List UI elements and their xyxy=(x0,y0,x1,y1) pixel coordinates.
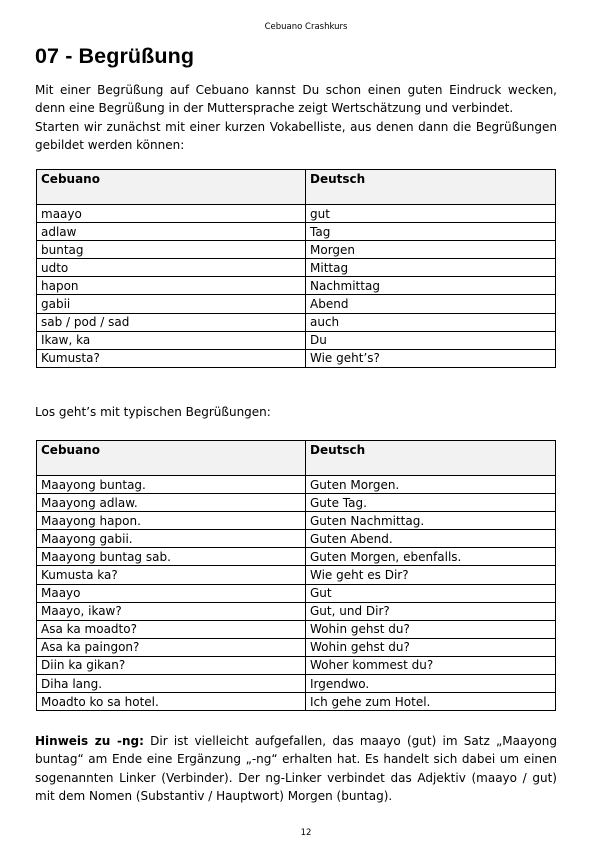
deutsch-cell: Abend xyxy=(306,295,556,313)
table-row xyxy=(37,548,556,566)
cebuano-cell: Maayong adlaw. xyxy=(37,494,306,512)
cebuano-cell: Diha lang. xyxy=(37,675,306,693)
deutsch-cell: Tag xyxy=(306,223,556,241)
cebuano-cell: buntag xyxy=(37,241,306,259)
table-row xyxy=(37,223,556,241)
table-row xyxy=(37,584,556,602)
deutsch-cell: Mittag xyxy=(306,259,556,277)
greetings-intro: Los geht’s mit typischen Begrüßungen: xyxy=(35,405,271,419)
cebuano-cell: hapon xyxy=(37,277,306,295)
cebuano-cell: Maayo, ikaw? xyxy=(37,602,306,620)
table-row xyxy=(37,476,556,494)
cebuano-cell: maayo xyxy=(37,205,306,223)
deutsch-cell: Gut, und Dir? xyxy=(306,602,556,620)
table-row xyxy=(37,313,556,331)
deutsch-cell: Woher kommest du? xyxy=(306,656,556,674)
deutsch-cell: Ich gehe zum Hotel. xyxy=(306,693,556,711)
intro-paragraph-2: Starten wir zunächst mit einer kurzen Vokabelliste, aus denen dann die Begrüßungen gebildet werden können: xyxy=(35,119,557,152)
deutsch-cell: Guten Morgen. xyxy=(306,476,556,494)
table-row xyxy=(37,494,556,512)
note-label: Hinweis zu -ng: xyxy=(35,734,144,748)
table-header-row xyxy=(37,170,556,205)
cebuano-cell: Moadto ko sa hotel. xyxy=(37,693,306,711)
deutsch-cell: Morgen xyxy=(306,241,556,259)
deutsch-cell: Gute Tag. xyxy=(306,494,556,512)
ng-linker-note xyxy=(35,732,557,805)
table-row xyxy=(37,566,556,584)
cebuano-cell: Maayong gabii. xyxy=(37,530,306,548)
cebuano-cell: adlaw xyxy=(37,223,306,241)
deutsch-cell: Gut xyxy=(306,584,556,602)
cebuano-cell: Diin ka gikan? xyxy=(37,656,306,674)
deutsch-cell: Wohin gehst du? xyxy=(306,638,556,656)
deutsch-cell: Nachmittag xyxy=(306,277,556,295)
deutsch-cell: Wohin gehst du? xyxy=(306,620,556,638)
deutsch-cell: Wie geht’s? xyxy=(306,349,556,367)
table-row xyxy=(37,205,556,223)
column-header-cebuano: Cebuano xyxy=(37,170,306,205)
cebuano-cell: gabii xyxy=(37,295,306,313)
cebuano-cell: Maayong hapon. xyxy=(37,512,306,530)
cebuano-cell: Kumusta ka? xyxy=(37,566,306,584)
table-row xyxy=(37,349,556,367)
deutsch-cell: Guten Abend. xyxy=(306,530,556,548)
deutsch-cell: auch xyxy=(306,313,556,331)
running-header: Cebuano Crashkurs xyxy=(264,22,348,32)
note-text: Dir ist vielleicht aufgefallen, das maayo (gut) im Satz „Maayong buntag“ am Ende eine Ergänzung „-ng“ erhalten hat. Es handelt sich dabei um einen sogenannten Linker (Verbinder). Der ng-Linker verbindet das Adjektiv (maayo / gut) mit dem Nomen (Substantiv / Hauptwort) Morgen (buntag). xyxy=(35,734,557,803)
page-number: 12 xyxy=(300,828,312,838)
greetings-table xyxy=(36,440,556,711)
table-row xyxy=(37,602,556,620)
cebuano-cell: udto xyxy=(37,259,306,277)
cebuano-cell: Ikaw, ka xyxy=(37,331,306,349)
cebuano-cell: Maayo xyxy=(37,584,306,602)
cebuano-cell: sab / pod / sad xyxy=(37,313,306,331)
table-row xyxy=(37,656,556,674)
table-header-row xyxy=(37,441,556,476)
table-row xyxy=(37,277,556,295)
vocabulary-table xyxy=(36,169,556,368)
column-header-cebuano: Cebuano xyxy=(37,441,306,476)
table-row xyxy=(37,331,556,349)
cebuano-cell: Asa ka moadto? xyxy=(37,620,306,638)
deutsch-cell: Irgendwo. xyxy=(306,675,556,693)
deutsch-cell: Wie geht es Dir? xyxy=(306,566,556,584)
deutsch-cell: Guten Nachmittag. xyxy=(306,512,556,530)
deutsch-cell: Guten Morgen, ebenfalls. xyxy=(306,548,556,566)
cebuano-cell: Maayong buntag sab. xyxy=(37,548,306,566)
table-row xyxy=(37,638,556,656)
table-row xyxy=(37,259,556,277)
table-row xyxy=(37,512,556,530)
table-row xyxy=(37,675,556,693)
table-row xyxy=(37,241,556,259)
deutsch-cell: Du xyxy=(306,331,556,349)
table-row xyxy=(37,620,556,638)
cebuano-cell: Maayong buntag. xyxy=(37,476,306,494)
intro-text xyxy=(35,81,557,154)
intro-paragraph-1: Mit einer Begrüßung auf Cebuano kannst Du schon einen guten Eindruck wecken, denn eine Begrüßung in der Muttersprache zeigt Wertschätzung und verbindet. xyxy=(35,83,557,116)
column-header-deutsch: Deutsch xyxy=(306,441,556,476)
cebuano-cell: Kumusta? xyxy=(37,349,306,367)
table-row xyxy=(37,530,556,548)
column-header-deutsch: Deutsch xyxy=(306,170,556,205)
cebuano-cell: Asa ka paingon? xyxy=(37,638,306,656)
page-title: 07 - Begrüßung xyxy=(35,44,195,68)
table-row xyxy=(37,295,556,313)
table-row xyxy=(37,693,556,711)
deutsch-cell: gut xyxy=(306,205,556,223)
